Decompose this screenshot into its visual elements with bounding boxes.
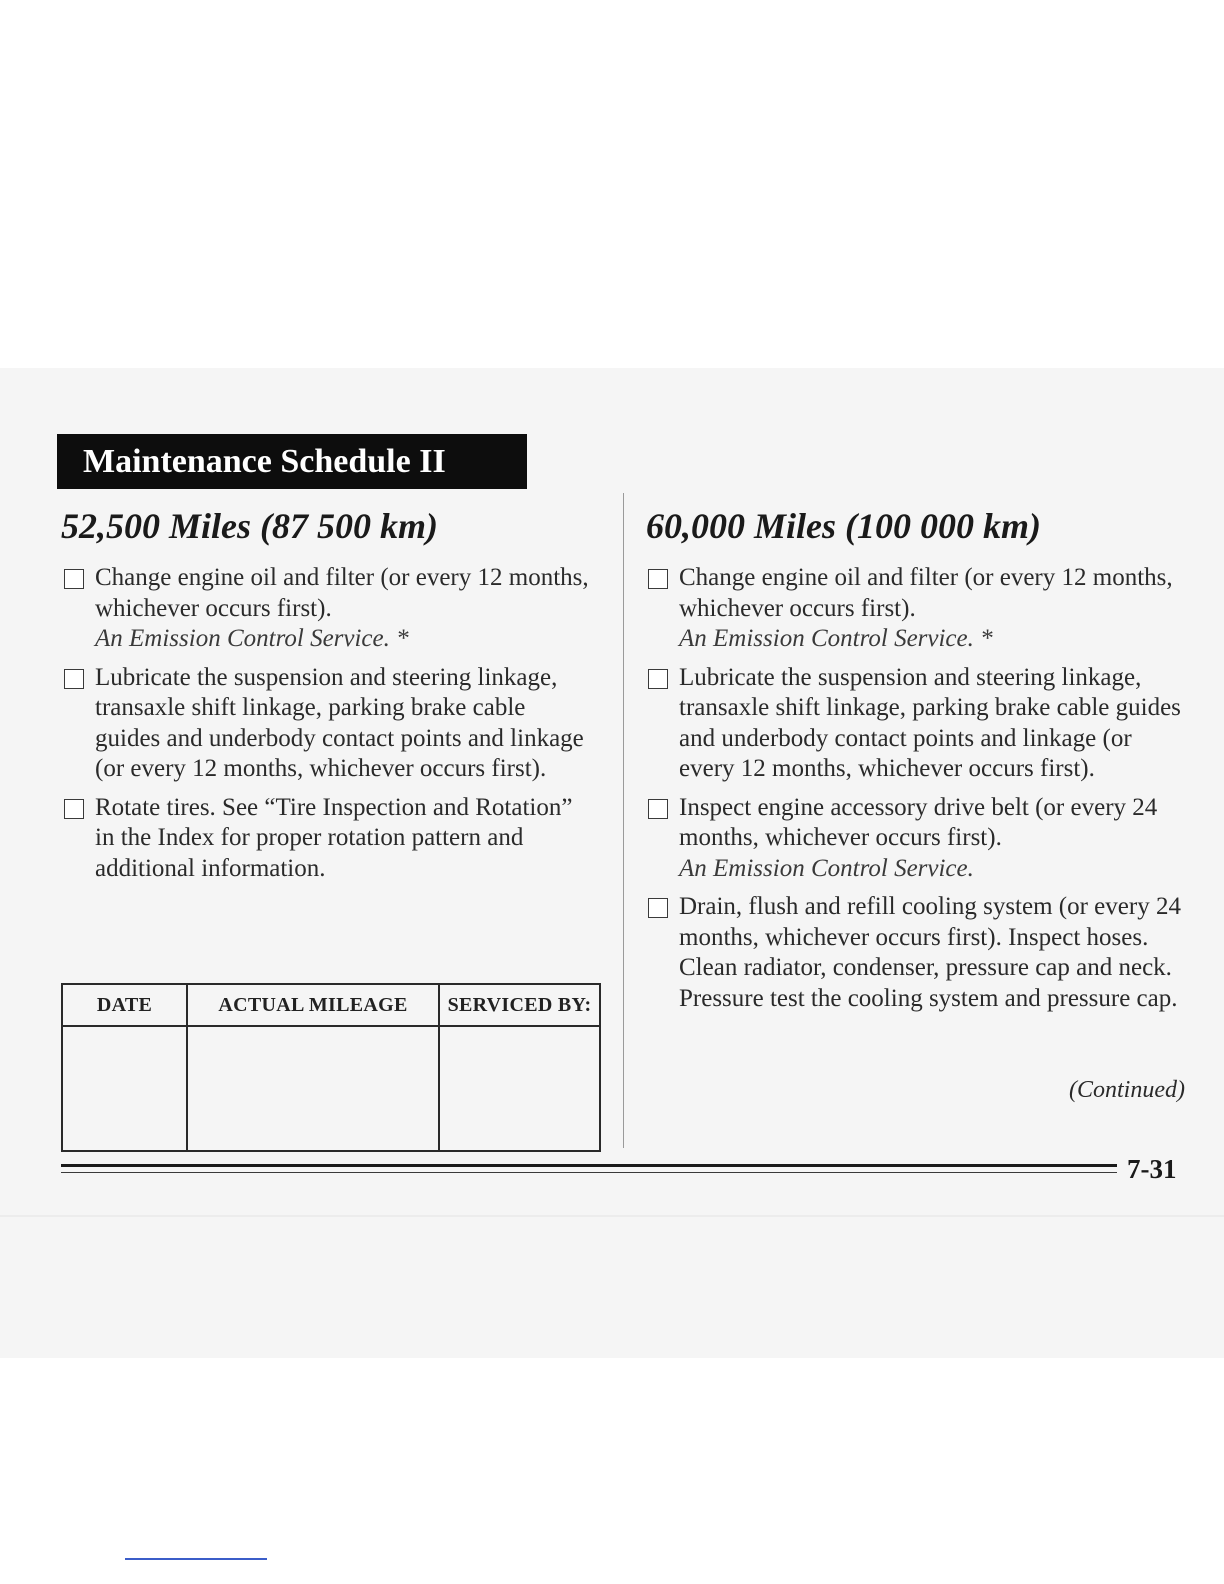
column-header-date: DATE [62,984,187,1026]
table-row [62,1026,600,1151]
item-text: Drain, flush and refill cooling system (or every 24 months, whichever occurs first). Inspect hoses. Clean radiator, condenser, pressure cap and neck. Pressure test the cooling system and pressure cap. [679,893,1181,1012]
item-text: Change engine oil and filter (or every 12 months, whichever occurs first). [679,564,1173,622]
left-checklist [61,563,591,892]
checklist-item [645,663,1185,785]
checkbox-icon[interactable] [648,669,668,689]
item-text: Change engine oil and filter (or every 12 months, whichever occurs first). [95,564,589,622]
footer-rule-thin [61,1172,1117,1173]
column-header-serviced-by: SERVICED BY: [439,984,600,1026]
checklist-item [645,793,1185,885]
right-checklist [645,563,1185,1022]
checkbox-icon[interactable] [64,569,84,589]
page-edge-shadow [0,1215,1224,1217]
checkbox-icon[interactable] [648,898,668,918]
checkbox-icon[interactable] [64,799,84,819]
item-note: An Emission Control Service. * [95,625,409,652]
continued-label: (Continued) [1069,1077,1185,1103]
checklist-item [645,892,1185,1014]
item-note: An Emission Control Service. * [679,625,993,652]
checkbox-icon[interactable] [64,669,84,689]
checklist-item [645,563,1185,655]
right-section-heading: 60,000 Miles (100 000 km) [646,506,1041,546]
left-section-heading: 52,500 Miles (87 500 km) [61,506,438,546]
checklist-item [61,793,591,885]
checkbox-icon[interactable] [648,799,668,819]
date-cell[interactable] [62,1026,187,1151]
column-header-actual-mileage: ACTUAL MILEAGE [187,984,439,1026]
item-text: Rotate tires. See “Tire Inspection and Rotation” in the Index for proper rotation pattern and additional information. [95,793,573,882]
serviced-by-cell[interactable] [439,1026,600,1151]
bottom-link-underline [125,1558,267,1560]
checklist-item [61,663,591,785]
item-text: Inspect engine accessory drive belt (or every 24 months, whichever occurs first). [679,793,1158,851]
checkbox-icon[interactable] [648,569,668,589]
actual-mileage-cell[interactable] [187,1026,439,1151]
service-record-table [61,983,601,1152]
column-divider [623,493,624,1148]
checklist-item [61,563,591,655]
table-header-row [62,984,600,1026]
item-text: Lubricate the suspension and steering linkage, transaxle shift linkage, parking brake cable guides and underbody contact points and linkage (or every 12 months, whichever occurs first). [95,663,584,782]
footer-rule [61,1164,1117,1167]
page-number: 7-31 [1127,1154,1177,1184]
section-header: Maintenance Schedule II [57,434,527,489]
item-note: An Emission Control Service. [679,854,974,882]
item-text: Lubricate the suspension and steering linkage, transaxle shift linkage, parking brake cable guides and underbody contact points and linkage (or every 12 months, whichever occurs first). [679,663,1181,782]
